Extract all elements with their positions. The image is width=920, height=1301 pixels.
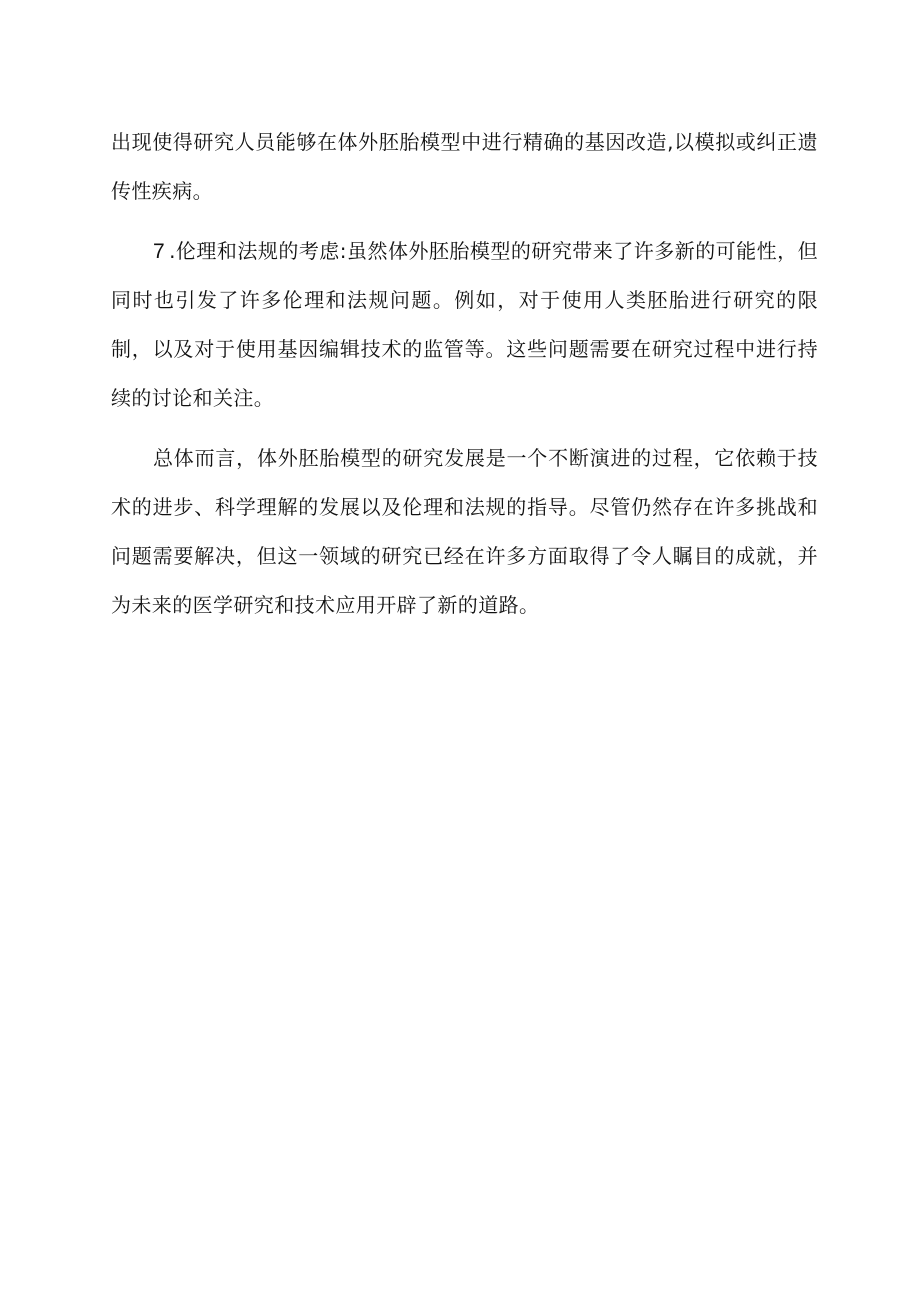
paragraph-continuation: [111, 118, 818, 216]
list-number: 7: [153, 240, 166, 263]
paragraph-text: 出现使得研究人员能够在体外胚胎模型中进行精确的基因改造,以模拟或纠正遗传性疾病。: [111, 130, 818, 203]
paragraph-ethics: [111, 227, 818, 423]
paragraph-text: .伦理和法规的考虑:虽然体外胚胎模型的研究带来了许多新的可能性，但同时也引发了许多伦理和法规问题。例如，对于使用人类胚胎进行研究的限制，以及对于使用基因编辑技术的监管等。这些问题需要在研究过程中进行持续的讨论和关注。: [111, 239, 818, 410]
paragraph-text: 总体而言，体外胚胎模型的研究发展是一个不断演进的过程，它依赖于技术的进步、科学理解的发展以及伦理和法规的指导。尽管仍然存在许多挑战和问题需要解决，但这一领域的研究已经在许多方面取得了令人瞩目的成就，并为未来的医学研究和技术应用开辟了新的道路。: [111, 446, 818, 617]
document-body: [111, 118, 818, 641]
paragraph-summary: [111, 434, 818, 630]
